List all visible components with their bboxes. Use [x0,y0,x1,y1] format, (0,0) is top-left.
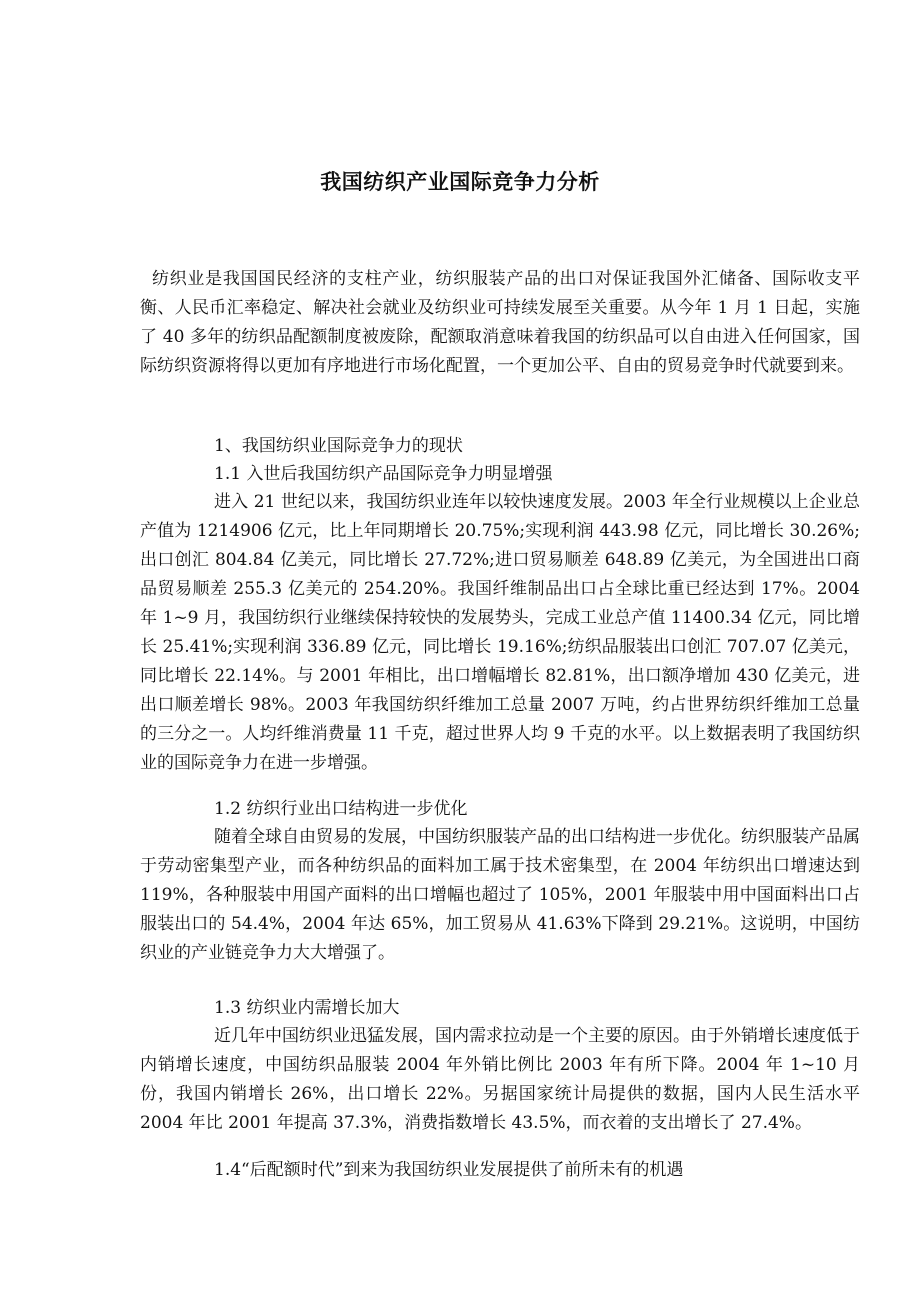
section-1-2-body: 随着全球自由贸易的发展，中国纺织服装产品的出口结构进一步优化。纺织服装产品属于劳动密集型产业，而各种纺织品的面料加工属于技术密集型，在 2004 年纺织出口增速达到 119%，各种服装中用国产面料的出口增幅也超过了 105%，2001 年服装中用中国面料出口占服装出口的 54.4%，2004 年达 65%，加工贸易从 41.63%下降到 29.21%。这说明，中国纺织业的产业链竞争力大大增强了。 [140,827,860,963]
section-1-1-body: 进入 21 世纪以来，我国纺织业连年以较快速度发展。2003 年全行业规模以上企业总产值为 1214906 亿元，比上年同期增长 20.75%;实现利润 443.98 亿元，同比增长 30.26%;出口创汇 804.84 亿美元，同比增长 27.72%;进口贸易顺差 648.89 亿美元，为全国进出口商品贸易顺差 255.3 亿美元的 254.20%。我国纤维制品出口占全球比重已经达到 17%。2004 年 1~9 月，我国纺织行业继续保持较快的发展势头，完成工业总产值 11400.34 亿元，同比增长 25.41%;实现利润 336.89 亿元，同比增长 19.16%;纺织品服装出口创汇 707.07 亿美元，同比增长 22.14%。与 2001 年相比，出口增幅增长 82.81%，出口额净增加 430 亿美元，进出口顺差增长 98%。2003 年我国纺织纤维加工总量 2007 万吨，约占世界纺织纤维加工总量的三分之一。人均纤维消费量 11 千克，超过世界人均 9 千克的水平。以上数据表明了我国纺织业的国际竞争力在进一步增强。 [140,492,860,773]
section-1-3-heading: 1.3 纺织业内需增长加大 [214,998,400,1018]
section-1-2-heading: 1.2 纺织行业出口结构进一步优化 [214,799,468,819]
section-1-1-heading: 1.1 入世后我国纺织产品国际竞争力明显增强 [214,464,553,484]
document-title: 我国纺织产业国际竞争力分析 [320,169,600,194]
section-1-4-heading: 1.4“后配额时代”到来为我国纺织业发展提供了前所未有的机遇 [214,1160,684,1180]
section-1-heading: 1、我国纺织业国际竞争力的现状 [214,436,463,456]
section-1-3-body: 近几年中国纺织业迅猛发展，国内需求拉动是一个主要的原因。由于外销增长速度低于内销增长速度，中国纺织品服装 2004 年外销比例比 2003 年有所下降。2004 年 1~10 月份，我国内销增长 26%，出口增长 22%。另据国家统计局提供的数据，国内人民生活水平 2004 年比 2001 年提高 37.3%，消费指数增长 43.5%，而衣着的支出增长了 27.4%。 [140,1026,860,1133]
intro-paragraph: 纺织业是我国国民经济的支柱产业，纺织服装产品的出口对保证我国外汇储备、国际收支平衡、人民币汇率稳定、解决社会就业及纺织业可持续发展至关重要。从今年 1 月 1 日起，实施了 40 多年的纺织品配额制度被废除，配额取消意味着我国的纺织品可以自由进入任何国家，国际纺织资源将得以更加有序地进行市场化配置，一个更加公平、自由的贸易竞争时代就要到来。 [140,269,860,376]
